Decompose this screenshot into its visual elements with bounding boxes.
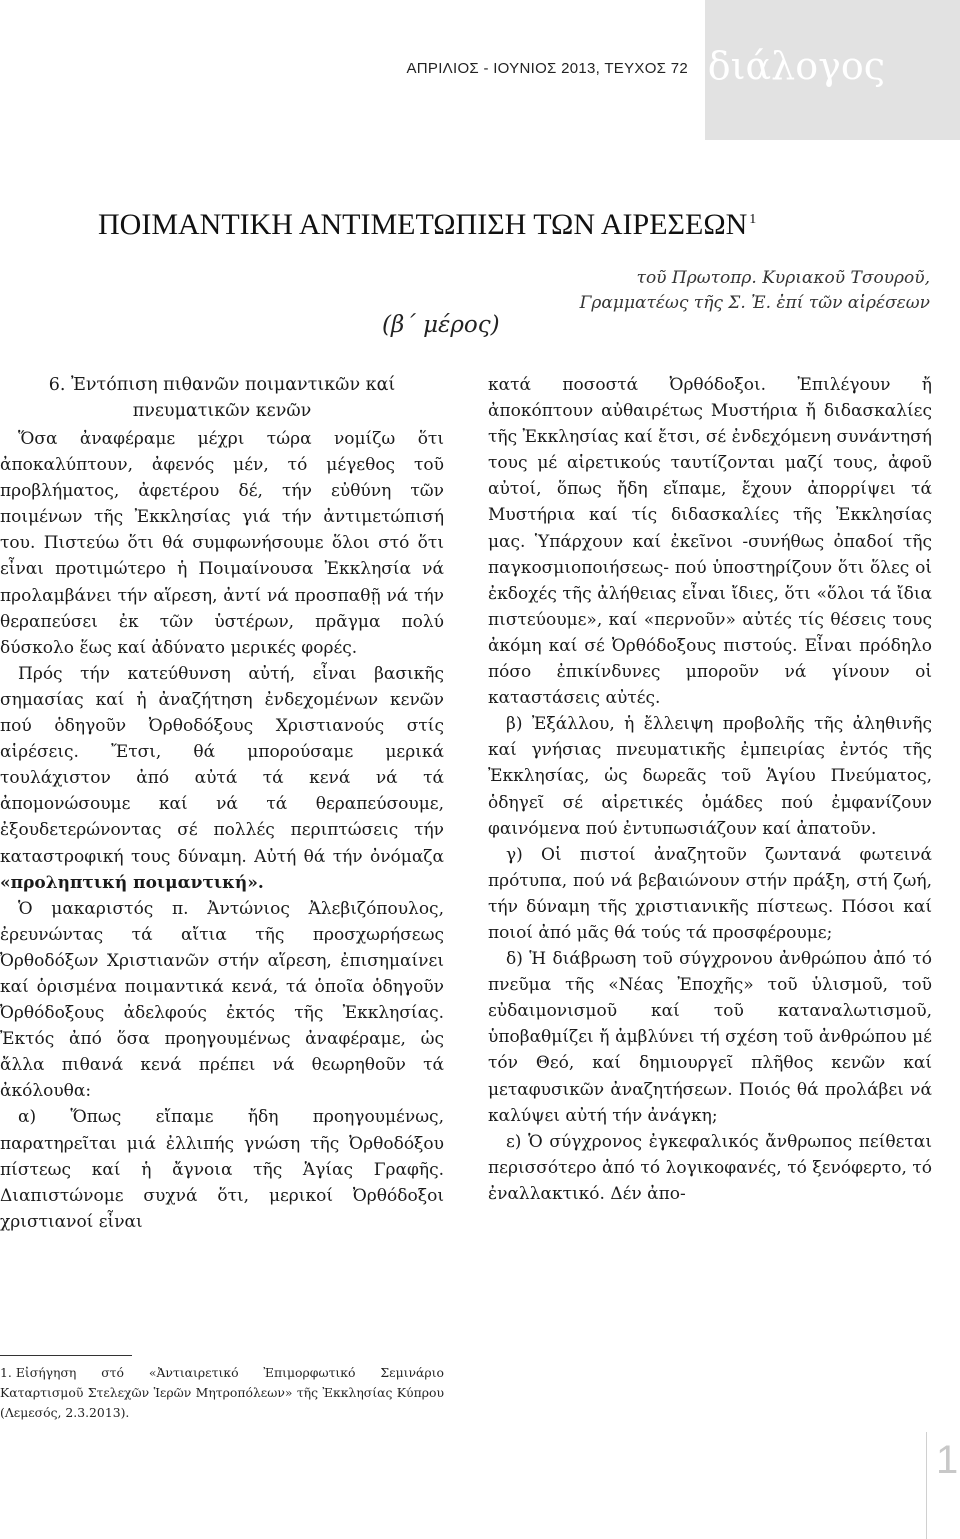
page-number-rule bbox=[926, 1432, 927, 1539]
left-column bbox=[0, 372, 444, 1235]
paragraph: ε) Ὁ σύγχρονος ἐγκεφαλικός ἄνθρωπος πείθεται περισσότερο ἀπό τό λογικοφανές, τό ξενόφερτο, τό ἐναλλακτικό. Δέν ἀπο- bbox=[488, 1131, 932, 1204]
page-number: 1 bbox=[936, 1438, 959, 1482]
section-heading: 6. Ἐντόπιση πιθανῶν ποιμαντικῶν καί πνευματικῶν κενῶν bbox=[48, 375, 396, 421]
bold-term: «προληπτική ποιμαντική» bbox=[0, 872, 258, 893]
paragraph: Πρός τήν κατεύθυνση αὐτή, εἶναι βασικῆς σημασίας καί ἡ ἀναζήτηση ἐνδεχομένων κενῶν πού ὁδηγοῦν Ὀρθοδόξους Χριστιανούς στίς αἱρέσεις. Ἔτσι, θά μπορούσαμε μερικά τουλάχιστον ἀπό αὐτά τά κενά νά τά ἀπομονώσουμε καί νά τά θεραπεύσουμε, ἐξουδετερώνοντας σέ πολλές περιπτώσεις τήν καταστροφική τους δύναμη. Αὐτή θά τήν ὀνόμαζα «προληπτική ποιμαντική». bbox=[0, 663, 444, 893]
author-role: Γραμματέως τῆς Σ. Ἐ. ἐπί τῶν αἱρέσεων bbox=[579, 293, 930, 313]
footnote bbox=[0, 1363, 444, 1423]
right-body bbox=[488, 372, 932, 1207]
paragraph: α) Ὅπως εἴπαμε ἤδη προηγουμένως, παρατηρεῖται μιά ἐλλιπής γνώση τῆς Ὀρθοδόξου πίστεως καί ἡ ἄγνοια τῆς Ἁγίας Γραφῆς. Διαπιστώνομε συχνά ὅτι, μερικοί Ὀρθόδοξοι χριστιανοί εἶναι bbox=[0, 1107, 444, 1232]
paragraph: δ) Ἡ διάβρωση τοῦ σύγχρονου ἀνθρώπου ἀπό τό πνεῦμα τῆς «Νέας Ἐποχῆς» τοῦ ὑλισμοῦ, τοῦ εὐδαιμονισμοῦ καί τοῦ καταναλωτισμοῦ, ὑποβαθμίζει ἤ ἀμβλύνει τή σχέση τοῦ ἀνθρώπου μέ τόν Θεό, καί δημιουργεῖ πλῆθος κενῶν καί μεταφυσικῶν ἀναζητήσεων. Ποιός θά προλάβει νά καλύψει αὐτή τήν ἀνάγκη; bbox=[488, 949, 932, 1126]
part-label: (β΄ μέρος) bbox=[382, 312, 500, 338]
author-byline bbox=[580, 266, 930, 316]
article-title: ΠΟΙΜΑΝΤΙΚΗ ΑΝΤΙΜΕΤΩΠΙΣΗ ΤΩΝ ΑΙΡΕΣΕΩΝ $^1$ bbox=[98, 208, 757, 241]
title-footnote-marker: 1 bbox=[749, 212, 757, 227]
issue-header: ΑΠΡΙΛΙΟΣ - ΙΟΥΝΙΟΣ 2013, ΤΕΥΧΟΣ 72 bbox=[406, 60, 688, 77]
footnote-number: 1. bbox=[0, 1365, 12, 1380]
paragraph: κατά ποσοστά Ὀρθόδοξοι. Ἐπιλέγουν ἤ ἀποκόπτουν αὐθαιρέτως Μυστήρια ἤ διδασκαλίες τῆς Ἐκκλησίας καί ἔτσι, σέ ἐνδεχόμενη συνάντησή τους μέ αἱρετικούς ταυτίζονται μαζί τους, ἀφοῦ αὐτοί, ὅπως ἤδη εἴπαμε, ἔχουν ἀπορρίψει τά Μυστήρια καί τίς διδασκαλίες τῆς Ἐκκλησίας μας. Ὑπάρχουν καί ἐκεῖνοι -συνήθως ὀπαδοί τῆς παγκοσμιοποιήσεως- πού ὑποστηρίζουν ὅτι ὅλες οἱ ἐκδοχές τῆς ἀλήθειας εἶναι ἴδιες, ὅτι «ὅλοι τά ἴδια πιστεύουμε», καί «περνοῦν» αὐτές τίς θέσεις τους ἀκόμη καί σέ Ὀρθόδοξους πιστούς. Εἶναι πρόδηλο πόσο ἐπικίνδυνες μποροῦν νά γίνουν οἱ καταστάσεις αὐτές. bbox=[488, 375, 932, 709]
brand-box bbox=[705, 0, 960, 140]
author-name: τοῦ Πρωτοπρ. Κυριακοῦ Τσουροῦ, bbox=[636, 268, 930, 288]
brand-logo: διάλογος bbox=[707, 44, 885, 88]
paragraph: Ὅσα ἀναφέραμε μέχρι τώρα νομίζω ὅτι ἀποκαλύπτουν, ἀφενός μέν, τό μέγεθος τοῦ προβλήματος, ἀφετέρου δέ, τήν εὐθύνη τῶν ποιμένων τῆς Ἐκκλησίας γιά τήν ἀντιμετώπισή του. Πιστεύω ὅτι θά συμφωνήσουμε ὅλοι στό ὅτι εἶναι προτιμώτερο ἡ Ποιμαίνουσα Ἐκκλησία νά προλαμβάνει τήν αἵρεση, ἀντί νά προσπαθῇ νά τήν θεραπεύσει ἐκ τῶν ὑστέρων, πρᾶγμα πολύ δύσκολο ἕως καί ἀδύνατο μερικές φορές. bbox=[0, 429, 444, 658]
left-body bbox=[0, 426, 444, 1235]
paragraph: γ) Οἱ πιστοί ἀναζητοῦν ζωντανά φωτεινά πρότυπα, πού νά βεβαιώνουν στήν πράξη, στή ζωή, τήν δύναμη τῆς χριστιανικῆς πίστεως. Πόσοι καί ποιοί ἀπό μᾶς θά τούς τά προσφέρουμε; bbox=[488, 844, 932, 943]
paragraph: β) Ἐξάλλου, ἡ ἔλλειψη προβολῆς τῆς ἀληθινῆς καί γνήσιας πνευματικῆς ἐμπειρίας ἐντός τῆς Ἐκκλησίας, ὡς δωρεᾶς τοῦ Ἁγίου Πνεύματος, ὁδηγεῖ σέ αἱρετικές ὁμάδες πού ἐμφανίζουν φαινόμενα πού ἐντυπωσιάζουν καί ἀπατοῦν. bbox=[488, 714, 932, 839]
footnote-text: Εἰσήγηση στό «Ἀντιαιρετικό Ἐπιμορφωτικό Σεμινάριο Καταρτισμοῦ Στελεχῶν Ἱερῶν Μητροπόλεων» τῆς Ἐκκλησίας Κύπρου (Λεμεσός, 2.3.2013). bbox=[0, 1365, 444, 1420]
paragraph: Ὁ μακαριστός π. Ἀντώνιος Ἀλεβιζόπουλος, ἐρευνώντας τά αἴτια τῆς προσχωρήσεως Ὀρθοδόξων Χριστιανῶν στήν αἵρεση, ἐπισημαίνει καί ὁρισμένα ποιμαντικά κενά, τά ὁποῖα ὁδηγοῦν Ὀρθόδοξους ἀδελφούς ἐκτός τῆς Ἐκκλησίας. Ἐκτός ἀπό ὅσα προηγουμένως ἀναφέραμε, ὡς ἄλλα πιθανά κενά πρέπει νά θεωρηθοῦν τά ἀκόλουθα: bbox=[0, 898, 444, 1102]
right-column bbox=[488, 372, 932, 1207]
footnote-divider bbox=[0, 1355, 132, 1356]
